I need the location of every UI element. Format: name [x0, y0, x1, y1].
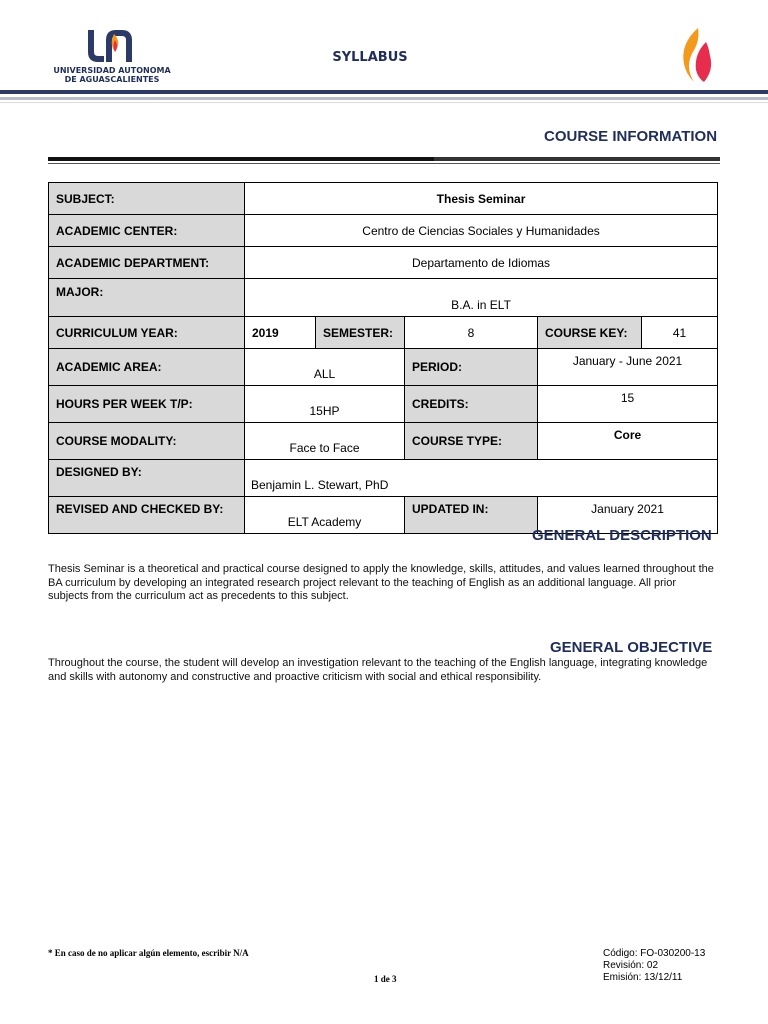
semester-label: SEMESTER:: [316, 317, 405, 349]
period-value: January - June 2021: [538, 349, 718, 386]
academic-center-label: ACADEMIC CENTER:: [49, 215, 245, 247]
designed-by-label: DESIGNED BY:: [49, 460, 245, 497]
designed-by-value: Benjamin L. Stewart, PhD: [245, 460, 718, 497]
course-info-table: [48, 182, 718, 534]
course-modality-value: Face to Face: [245, 423, 405, 460]
course-modality-label: COURSE MODALITY:: [49, 423, 245, 460]
major-value: B.A. in ELT: [245, 279, 718, 317]
header-divider-faint: [0, 102, 768, 103]
hours-per-week-value: 15HP: [245, 386, 405, 423]
hours-per-week-label: HOURS PER WEEK T/P:: [49, 386, 245, 423]
section-heading-general-description: GENERAL DESCRIPTION: [532, 527, 712, 544]
university-name: [50, 66, 174, 84]
course-key-label: COURSE KEY:: [538, 317, 642, 349]
academic-area-label: ACADEMIC AREA:: [49, 349, 245, 386]
academic-area-value: ALL: [245, 349, 405, 386]
curriculum-year-value: 2019: [245, 317, 316, 349]
credits-label: CREDITS:: [405, 386, 538, 423]
semester-value: 8: [405, 317, 538, 349]
revised-by-label: REVISED AND CHECKED BY:: [49, 497, 245, 534]
updated-in-value: January 2021: [538, 497, 718, 534]
table-row: [49, 317, 718, 349]
section-heading-general-objective: GENERAL OBJECTIVE: [550, 639, 713, 656]
section-heading-course-information: COURSE INFORMATION: [544, 128, 718, 145]
document-codes: [603, 948, 705, 984]
university-logo-icon: [84, 26, 140, 66]
table-row: [49, 460, 718, 497]
subject-value: Thesis Seminar: [245, 183, 718, 215]
page-number: 1 de 3: [374, 974, 397, 984]
major-label: MAJOR:: [49, 279, 245, 317]
academic-department-value: Departamento de Idiomas: [245, 247, 718, 279]
document-emission: Emisión: 13/12/11: [603, 972, 683, 983]
updated-in-label: UPDATED IN:: [405, 497, 538, 534]
header-divider-light: [0, 97, 768, 100]
table-row: [49, 279, 718, 317]
table-row: [49, 423, 718, 460]
academic-center-value: Centro de Ciencias Sociales y Humanidades: [245, 215, 718, 247]
general-objective-text: Throughout the course, the student will develop an investigation relevant to the teaching of the English language, integrating knowledge and skills with autonomy and constructive and proactive criticism with social and ethical responsibility.: [48, 657, 708, 683]
university-name-line1: UNIVERSIDAD AUTONOMA: [53, 66, 171, 75]
doc-title: SYLLABUS: [332, 50, 408, 65]
period-label: PERIOD:: [405, 349, 538, 386]
course-type-value: Core: [538, 423, 718, 460]
subject-label: SUBJECT:: [49, 183, 245, 215]
heading-rule-thin: [48, 163, 720, 164]
document-code: Código: FO-030200-13: [603, 948, 706, 959]
table-row: [49, 215, 718, 247]
table-row: [49, 183, 718, 215]
table-row: [49, 386, 718, 423]
table-row: [49, 247, 718, 279]
footer-note: * En caso de no aplicar algún elemento, escribir N/A: [48, 948, 249, 958]
table-row: [49, 349, 718, 386]
revised-by-value: ELT Academy: [245, 497, 405, 534]
curriculum-year-label: CURRICULUM YEAR:: [49, 317, 245, 349]
course-type-label: COURSE TYPE:: [405, 423, 538, 460]
document-revision: Revisión: 02: [603, 960, 659, 971]
academic-department-label: ACADEMIC DEPARTMENT:: [49, 247, 245, 279]
header-divider: [0, 90, 768, 94]
heading-rule-dark: [434, 157, 720, 161]
university-logo: [50, 26, 180, 86]
credits-value: 15: [538, 386, 718, 423]
university-name-line2: DE AGUASCALIENTES: [64, 75, 160, 84]
flame-logo-icon: [676, 26, 714, 84]
general-description-text: Thesis Seminar is a theoretical and practical course designed to apply the knowledge, skills, attitudes, and values learned throughout the BA curriculum by developing an integrated research project relevant to the teaching of English as an additional language. All prior subjects from the curriculum act as precedents to this subject.: [48, 563, 714, 602]
course-key-value: 41: [642, 317, 718, 349]
